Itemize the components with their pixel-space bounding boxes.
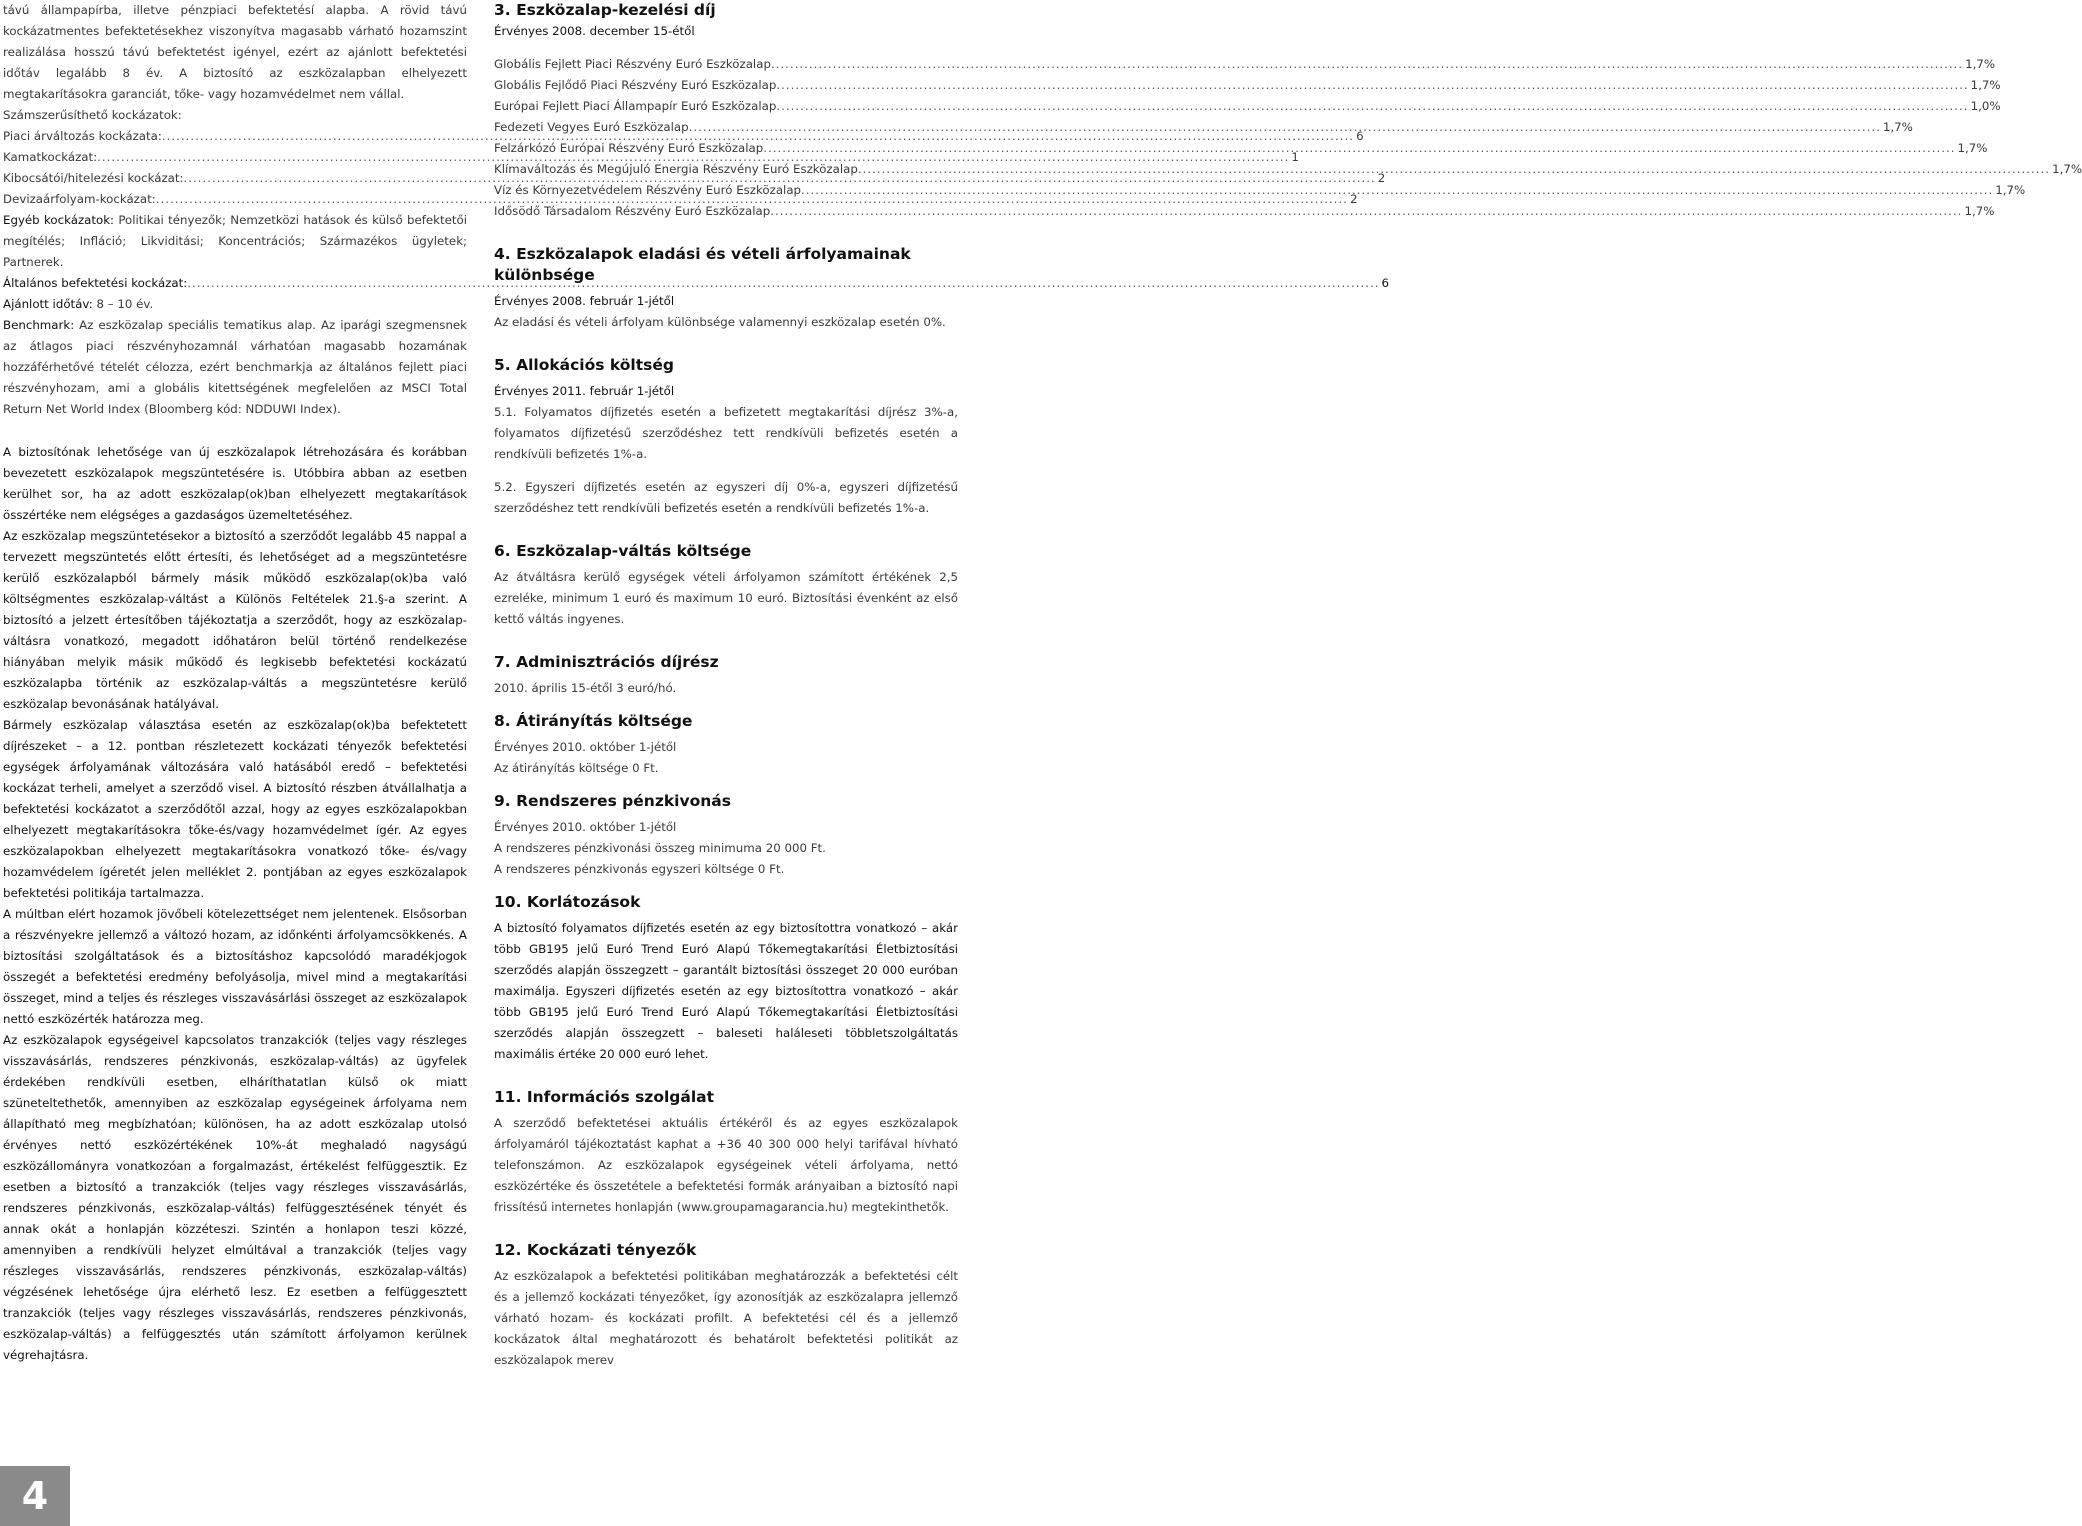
section-5-p1: 5.1. Folyamatos díjfizetés esetén a befizetett megtakarítási díjrész 3%-a, folyamatos díjfizetésű szerződéshez tett rendkívüli befizetés esetén a rendkívüli befizetés 1%-a. (494, 405, 958, 461)
section-10-text: A biztosító folyamatos díjfizetés esetén az egy biztosítottra vonatkozó – akár több GB195 jelű Euró Trend Euró Alapú Tőkemegtakarítási Életbiztosítási szerződés alapján összegzett – garantált biztosítási összeget 20 000 euróban maximálja. Egyszeri díjfizetés esetén az egy biztosítottra vonatkozó – akár több GB195 jelű Euró Trend Euró Alapú Tőkemegtakarítási Életbiztosítási szerződés alapján összegzett – baleseti haláleseti többletszolgáltatás maximális értéke 20 000 euró lehet. (494, 921, 958, 1061)
body-paragraph: Az eszközalap megszüntetésekor a biztosító a szerződőt legalább 45 nappal a tervezett megszüntetés előtt értesíti, és lehetőséget ad a megszüntetésre kerülő eszközalapból bármely másik működő eszközalap(ok)ba való költségmentes eszközalap-váltást a Különös Feltételek 21.§-a szerint. A biztosító a jelzett értesítőben tájékoztatja a szerződőt, hogy az eszközalap-váltásra vonatkozó, megadott időhatáron belül történő rendelkezése hiányában melyik másik működő és legkisebb befektetési kockázatú eszközalapba történik az eszközalap-váltás a megszüntetésre kerülő eszközalap bevonásának hatályával. (3, 529, 467, 711)
section-4-valid: Érvényes 2008. február 1-jétől (494, 294, 675, 308)
section-8-text: Az átirányítás költsége 0 Ft. (494, 761, 659, 775)
section-8-valid: Érvényes 2010. október 1-jétől (494, 740, 677, 754)
section-12-title: 12. Kockázati tényezők (494, 1241, 697, 1259)
general-risk: Általános befektetési kockázat: ..... 6 (3, 273, 467, 294)
section-9-text-1: A rendszeres pénzkivonási összeg minimuma 20 000 Ft. (494, 841, 826, 855)
section-4-text: Az eladási és vételi árfolyam különbsége valamennyi eszközalap esetén 0%. (494, 315, 946, 329)
section-9-text-2: A rendszeres pénzkivonás egyszeri költsége 0 Ft. (494, 862, 785, 876)
section-8-title: 8. Átirányítás költsége (494, 712, 693, 730)
fee-item: Fedezeti Vegyes Euró Eszközalap ..... 1,7% (494, 117, 958, 138)
section-3-valid: Érvényes 2008. december 15-étől (494, 24, 695, 38)
section-4-title: 4. Eszközalapok eladási és vételi árfolyamainak különbsége (494, 245, 911, 284)
risk-item: Kamatkockázat: ..... 1 (3, 147, 467, 168)
body-paragraph: A múltban elért hozamok jövőbeli kötelezettséget nem jelentenek. Elsősorban a részvényekre jellemző a változó hozam, az időnkénti árfolyamcsökkenés. A biztosítási szolgáltatások és a biztosításhoz kapcsolódó maradékjogok összegét a befektetési eredmény befolyásolja, mivel mind a megtakarítási összeget, mind a teljes és részleges visszavásárlási összeget az eszközalapok nettó eszközérték határozza meg. (3, 907, 467, 1026)
section-5-p2: 5.2. Egyszeri díjfizetés esetén az egyszeri díj 0%-a, egyszeri díjfizetésű szerződéshez tett rendkívüli befizetés esetén a rendkívüli befizetés 1%-a. (494, 480, 958, 515)
body-paragraph: Bármely eszközalap választása esetén az eszközalap(ok)ba befektetett díjrészeket – a 12. pontban részletezett kockázati tényezők befektetési egységek árfolyamának változására való hatásából eredő – befektetési kockázat terheli, amelyet a szerződő visel. A biztosító részben átvállalhatja a befektetési kockázatot a szerződőtől azzal, hogy az egyes eszközalapokban elhelyezett megtakarításokra tőke-és/vagy hozamvédelmet ígér. Az egyes eszközalapokban elhelyezett megtakarításokra vonatkozó tőke- és/vagy hozamvédelem ígéretét jelen melléklet 2. pontjában az egyes eszközalapok befektetési politikája tartalmazza. (3, 718, 467, 900)
fee-item: Európai Fejlett Piaci Állampapír Euró Eszközalap ..... 1,0% (494, 96, 958, 117)
horizon: Ajánlott időtáv: 8 – 10 év. (3, 297, 154, 311)
section-5-valid: Érvényes 2011. február 1-jétől (494, 384, 675, 398)
section-5-title: 5. Allokációs költség (494, 356, 674, 374)
fee-item: Idősödő Társadalom Részvény Euró Eszközalap ..... 1,7% (494, 201, 958, 222)
section-7-text: 2010. április 15-étől 3 euró/hó. (494, 681, 677, 695)
body-paragraph: Az eszközalapok egységeivel kapcsolatos tranzakciók (teljes vagy részleges visszavásárlás, rendszeres pénzkivonás, eszközalap-váltás) az ügyfelek érdekében rendkívüli esetben, elháríthatatlan külső ok miatt szüneteltethetők, amennyiben az eszközalap egységeinek árfolyama nem állapítható meg megbízhatóan; különösen, ha az adott eszközalap utolsó érvényes nettó eszközértékének 10%-át meghaladó nagyságú eszközállományra vonatkozóan a forgalmazást, értékelést felfüggesztik. Ez esetben a biztosító a tranzakciók (teljes vagy részleges visszavásárlás, rendszeres pénzkivonás, eszközalap-váltás) felfüggesztésének tényét és annak okát a honlapján közzéteszi. Szintén a honlapon teszi közzé, amennyiben a rendkívüli helyzet elmúltával a tranzakciók (teljes vagy részleges visszavásárlás, rendszeres pénzkivonás, eszközalap-váltás) végzésének lehetősége újra elérhető lesz. Ez esetben a felfüggesztett tranzakciók (teljes vagy részleges visszavásárlás, rendszeres pénzkivonás, eszközalap-váltás) a felfüggesztés után számított árfolyamon kerülnek végrehajtásra. (3, 1033, 467, 1362)
section-6-text: Az átváltásra kerülő egységek vételi árfolyamon számított értékének 2,5 ezreléke, minimum 1 euró és maximum 10 euró. Biztosítási évenként az első kettő váltás ingyenes. (494, 570, 958, 626)
other-risks: Egyéb kockázatok: Politikai tényezők; Nemzetközi hatások és külső befektetői megítélés; Infláció; Likviditási; Koncentrációs; Származékos ügyletek; Partnerek. (3, 213, 467, 269)
section-9-title: 9. Rendszeres pénzkivonás (494, 792, 731, 810)
fee-item: Globális Fejlődő Piaci Részvény Euró Eszközalap ..... 1,7% (494, 75, 958, 96)
page-number: 4 (0, 1466, 70, 1526)
section-11-title: 11. Információs szolgálat (494, 1088, 715, 1106)
section-6-title: 6. Eszközalap-váltás költsége (494, 542, 752, 560)
section-7-title: 7. Adminisztrációs díjrész (494, 653, 719, 671)
section-11-text: A szerződő befektetései aktuális értékéről és az egyes eszközalapok árfolyamáról tájékoztatást kaphat a +36 40 300 000 helyi tarifával hívható telefonszámon. Az eszközalapok egységeinek vételi árfolyama, nettó eszközértéke és összetétele a befektetési formák arányaiban a biztosító napi frissítésű internetes honlapján (www.groupamagarancia.hu) megtekinthetők. (494, 1116, 958, 1214)
benchmark: Benchmark: Az eszközalap speciális tematikus alap. Az iparági szegmensnek az átlagos piaci részvényhozamnál várhatóan magasabb hozamának hozzáférhetővé tételét célozza, ezért benchmarkja az általános fejlett piaci részvényhozam, ami a globális kitettségének megfelelően az MSCI Total Return Net World Index (Bloomberg kód: NDDUWI Index). (3, 318, 468, 416)
section-12-text: Az eszközalapok a befektetési politikában meghatározzák a befektetési célt és a jellemző kockázati tényezőket, így azonosítják az eszközalapra jellemző várható hozam- és kockázati profilt. A befektetési cél és a jellemző kockázatok által meghatározott és behatárolt befektetési politikát az eszközalapok merev (494, 1269, 958, 1367)
risk-item: Kibocsátói/hitelezési kockázat: ..... 2 (3, 168, 467, 189)
section-3-title: 3. Eszközalap-kezelési díj (494, 1, 716, 19)
fee-item: Klímaváltozás és Megújuló Energia Részvény Euró Eszközalap ..... 1,7% (494, 159, 958, 180)
fee-item: Felzárkózó Európai Részvény Euró Eszközalap ..... 1,7% (494, 138, 958, 159)
risk-item: Piaci árváltozás kockázata: ..... 6 (3, 126, 467, 147)
section-10-title: 10. Korlátozások (494, 893, 641, 911)
body-paragraph: A biztosítónak lehetősége van új eszközalapok létrehozására és korábban bevezetett eszközalapok megszüntetésére is. Utóbbira abban az esetben kerülhet sor, ha az adott eszközalap(ok)ban elhelyezett megtakarítások összértéke nem elégséges a gazdaságos üzemeltetéséhez. (3, 445, 467, 522)
risk-item: Devizaárfolyam-kockázat: ..... 2 (3, 189, 467, 210)
quant-risk-title: Számszerűsíthető kockázatok: (3, 108, 182, 122)
section-9-valid: Érvényes 2010. október 1-jétől (494, 820, 677, 834)
intro-paragraph: távú állampapírba, illetve pénzpiaci befektetésí alapba. A rövid távú kockázatmentes befektetésekhez viszonyítva magasabb várható hozamszint realizálása hosszú távú befektetést igényel, ezért az ajánlott befektetési időtáv legalább 8 év. A biztosító az eszközalapban elhelyezett megtakarításokra garanciát, tőke- vagy hozamvédelmet nem vállal. (3, 3, 467, 101)
fee-item: Globális Fejlett Piaci Részvény Euró Eszközalap ..... 1,7% (494, 54, 958, 75)
fee-item: Víz és Környezetvédelem Részvény Euró Eszközalap ..... 1,7% (494, 180, 958, 201)
